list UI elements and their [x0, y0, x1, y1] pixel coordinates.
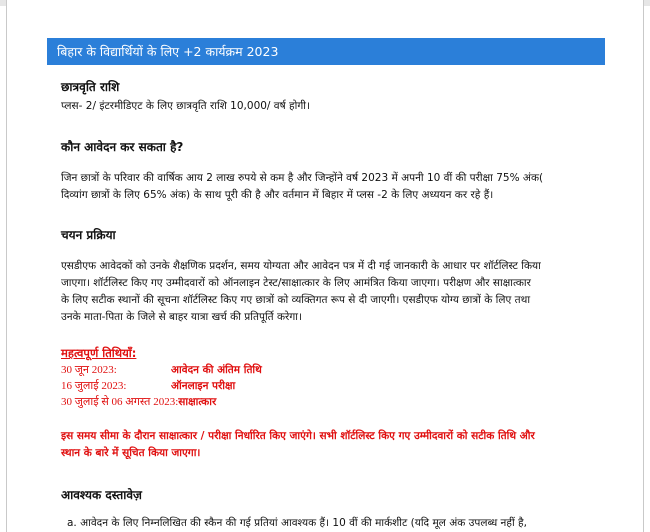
date-event: ऑनलाइन परीक्षा — [171, 380, 236, 392]
selection-line-2: जाएगा। शॉर्टलिस्ट किए गए उम्मीदवारों को ऑनलाइन टेस्ट/साक्षात्कार के लिए आमंत्रित किया जाएगा। परीक्षण और साक्षात्कार — [61, 277, 531, 289]
date-row-interview — [61, 394, 216, 409]
document-item-a: a. आवेदन के लिए निम्नलिखित की स्कैन की गई प्रतियां आवश्यक हैं। 10 वीं की मार्कशीट (यदि मूल अंक उपलब्ध नहीं है, — [67, 517, 527, 529]
date-value: 30 जून 2023: — [61, 364, 117, 376]
notice-line-2: स्थान के बारे में सूचित किया जाएगा। — [61, 447, 201, 459]
date-value: 16 जुलाई 2023: — [61, 380, 127, 392]
selection-line-3: के लिए सटीक स्थानों की सूचना शॉर्टलिस्ट किए गए छात्रों को व्यक्तिगत रूप से दी जाएगी। एसडीएफ योग्य छात्रों के लिए तथा — [61, 294, 531, 306]
date-event: साक्षात्कार — [178, 396, 217, 408]
document-page — [6, 0, 644, 532]
scholarship-text: प्लस- 2/ इंटरमीडिएट के लिए छात्रवृति राशि 10,000/ वर्ष होगी। — [61, 100, 310, 112]
date-row-online-exam — [61, 378, 235, 393]
selection-heading: चयन प्रक्रिया — [61, 228, 116, 242]
documents-heading: आवश्यक दस्तावेज़ — [61, 488, 142, 502]
date-value: 30 जुलाई से 06 अगस्त 2023: — [61, 396, 179, 408]
selection-line-4: उनके माता-पिता के जिले से बाहर यात्रा खर्च की प्रतिपूर्ति करेगा। — [61, 311, 302, 323]
eligibility-line-2: दिव्यांग छात्रों के लिए 65% अंक) के साथ पूरी की है और वर्तमान में बिहार में प्लस -2 के लिए अध्ययन कर रहे हैं। — [61, 189, 494, 201]
date-row-application-deadline — [61, 362, 262, 377]
notice-line-1: इस समय सीमा के दौरान साक्षात्कार / परीक्षा निर्धारित किए जाएंगे। सभी शॉर्टलिस्ट किए गए उम्मीदवारों को सटीक तिथि और — [61, 430, 535, 442]
date-event: आवेदन की अंतिम तिथि — [171, 364, 262, 376]
eligibility-heading: कौन आवेदन कर सकता है? — [61, 140, 184, 154]
important-dates-heading: महत्वपूर्ण तिथियाँ: — [61, 346, 137, 360]
eligibility-line-1: जिन छात्रों के परिवार की वार्षिक आय 2 लाख रुपये से कम है और जिन्होंने वर्ष 2023 में अपनी 10 वीं की परीक्षा 75% अंक( — [61, 172, 544, 184]
program-title-banner: बिहार के विद्यार्थियों के लिए +2 कार्यक्रम 2023 — [47, 38, 605, 65]
selection-line-1: एसडीएफ आवेदकों को उनके शैक्षणिक प्रदर्शन, समय योग्यता और आवेदन पत्र में दी गई जानकारी के आधार पर शॉर्टलिस्ट किया — [61, 260, 541, 272]
scholarship-heading: छात्रवृति राशि — [61, 80, 120, 94]
